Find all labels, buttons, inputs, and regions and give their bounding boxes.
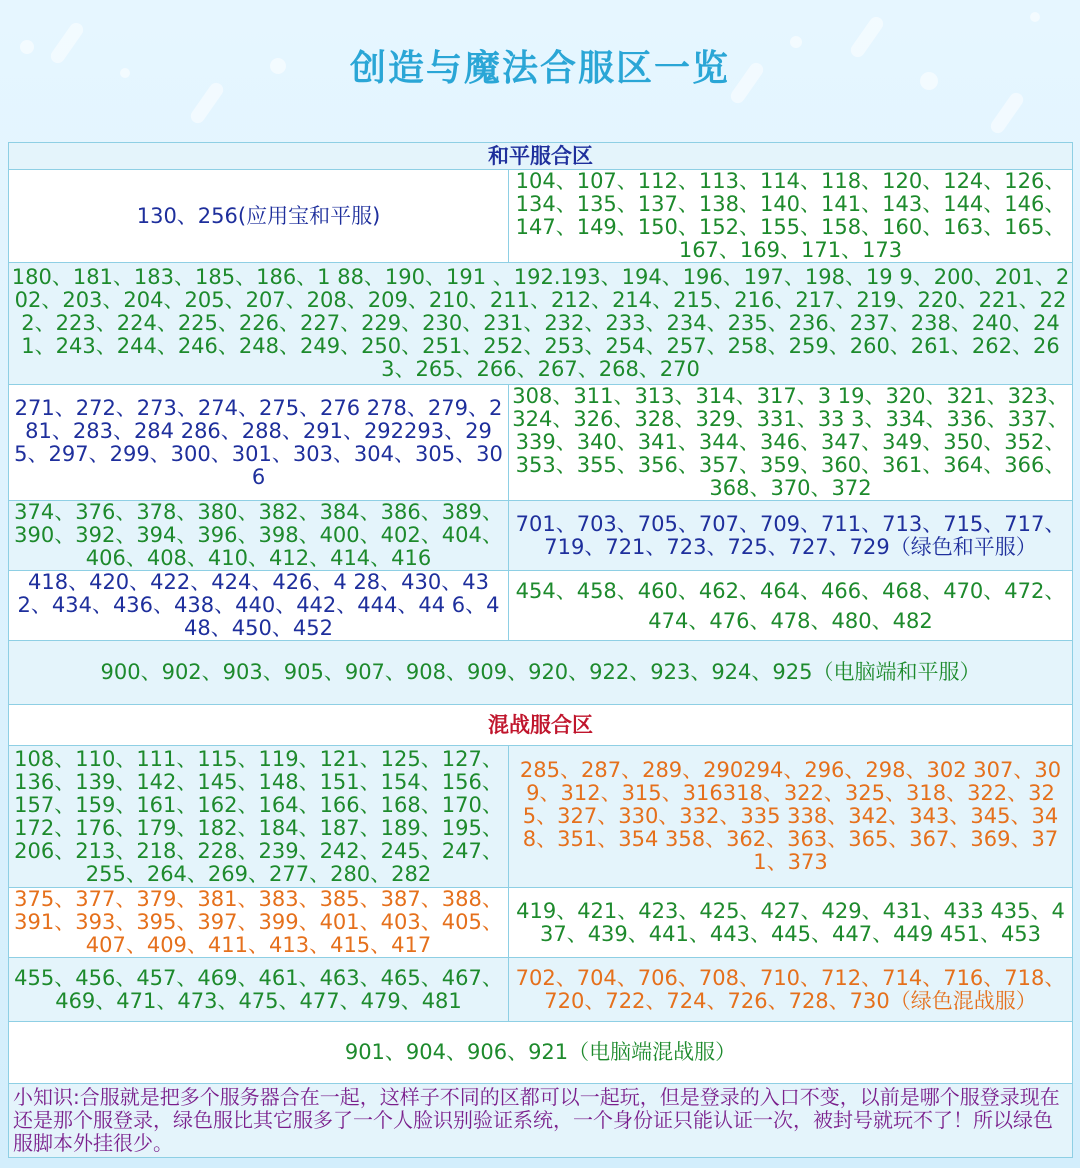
- server-merge-table: [8, 142, 1073, 1158]
- melee-cell: 108、110、111、115、119、121、125、127、136、139、142、145、148、151、154、156、157、159、161、162、164、166、168、170、172、176、179、182、184、187、189、195、206、213、218、228、239、242、245、247、255、264、269、277、280、282: [9, 746, 509, 888]
- melee-cell: 375、377、379、381、383、385、387、388、391、393、395、397、399、401、403、405、407、409、411、413、415、417: [9, 888, 509, 958]
- table-row: [9, 746, 1073, 888]
- table-row: [9, 170, 1073, 263]
- melee-cell: 702、704、706、708、710、712、714、716、718、720、722、724、726、728、730（绿色混战服）: [509, 958, 1073, 1022]
- peace-cell: 308、311、313、314、317、3 19、320、321、323、324、326、328、329、331、33 3、334、336、337、339、340、341、344、346、347、349、350、352、353、355、356、357、359、360、361、364、366、368、370、372: [509, 385, 1073, 501]
- table-row: [9, 641, 1073, 705]
- tip-note: 小知识:合服就是把多个服务器合在一起，这样子不同的区都可以一起玩，但是登录的入口不变，以前是哪个服登录现在还是那个服登录，绿色服比其它服多了一个人脸识别验证系统，一个身份证只能认证一次，被封号就玩不了！所以绿色服脚本外挂很少。: [9, 1084, 1073, 1158]
- melee-cell: 455、456、457、469、461、463、465、467、469、471、473、475、477、479、481: [9, 958, 509, 1022]
- bg-bubble: [1030, 12, 1040, 22]
- melee-cell: 285、287、289、290294、296、298、302 307、309、312、315、316318、322、325、318、322、325、327、330、332、335 338、342、343、345、348、351、354 358、362、363、365、367、369、371、373: [509, 746, 1073, 888]
- bg-stripe: [988, 90, 1026, 136]
- table-row: [9, 263, 1073, 385]
- melee-header-row: [9, 705, 1073, 746]
- melee-cell: 419、421、423、425、427、429、431、433 435、437、439、441、443、445、447、449 451、453: [509, 888, 1073, 958]
- table-row: [9, 958, 1073, 1022]
- peace-cell: 271、272、273、274、275、276 278、279、281、283、284 286、288、291、292293、295、297、299、300、301、303、304、305、306: [9, 385, 509, 501]
- peace-cell: 454、458、460、462、464、466、468、470、472、474、476、478、480、482: [509, 571, 1073, 641]
- peace-cell: 104、107、112、113、114、118、120、124、126、134、135、137、138、140、141、143、144、146、147、149、150、152、155、158、160、163、165、167、169、171、173: [509, 170, 1073, 263]
- peace-section-header: 和平服合区: [9, 143, 1073, 170]
- peace-cell: 701、703、705、707、709、711、713、715、717、719、721、723、725、727、729（绿色和平服）: [509, 501, 1073, 571]
- table-row: [9, 888, 1073, 958]
- peace-cell: 418、420、422、424、426、4 28、430、432、434、436、438、440、442、444、44 6、448、450、452: [9, 571, 509, 641]
- note-row: [9, 1084, 1073, 1158]
- peace-cell: 180、181、183、185、186、1 88、190、191 、192.193、194、196、197、198、19 9、200、201、202、203、204、205、207、208、209、210、211、212、214、215、216、217、219、220、221、222、223、224、225、226、227、229、230、231、232、233、234、235、236、237、238、240、241、243、244、246、248、249、250、251、252、253、254、257、258、259、260、261、262、263、265、266、267、268、270: [9, 263, 1073, 385]
- table-row: [9, 571, 1073, 641]
- page-title: 创造与魔法合服区一览: [349, 48, 730, 89]
- table-row: [9, 1022, 1073, 1084]
- peace-header-row: [9, 143, 1073, 170]
- peace-pc-cell: 900、902、903、905、907、908、909、920、922、923、924、925（电脑端和平服）: [9, 641, 1073, 705]
- melee-pc-cell: 901、904、906、921（电脑端混战服）: [9, 1022, 1073, 1084]
- melee-section-header: 混战服合区: [9, 705, 1073, 746]
- peace-cell: 374、376、378、380、382、384、386、389、390、392、394、396、398、400、402、404、406、408、410、412、414、416: [9, 501, 509, 571]
- table-row: [9, 501, 1073, 571]
- table-row: [9, 385, 1073, 501]
- peace-cell: 130、256(应用宝和平服): [9, 170, 509, 263]
